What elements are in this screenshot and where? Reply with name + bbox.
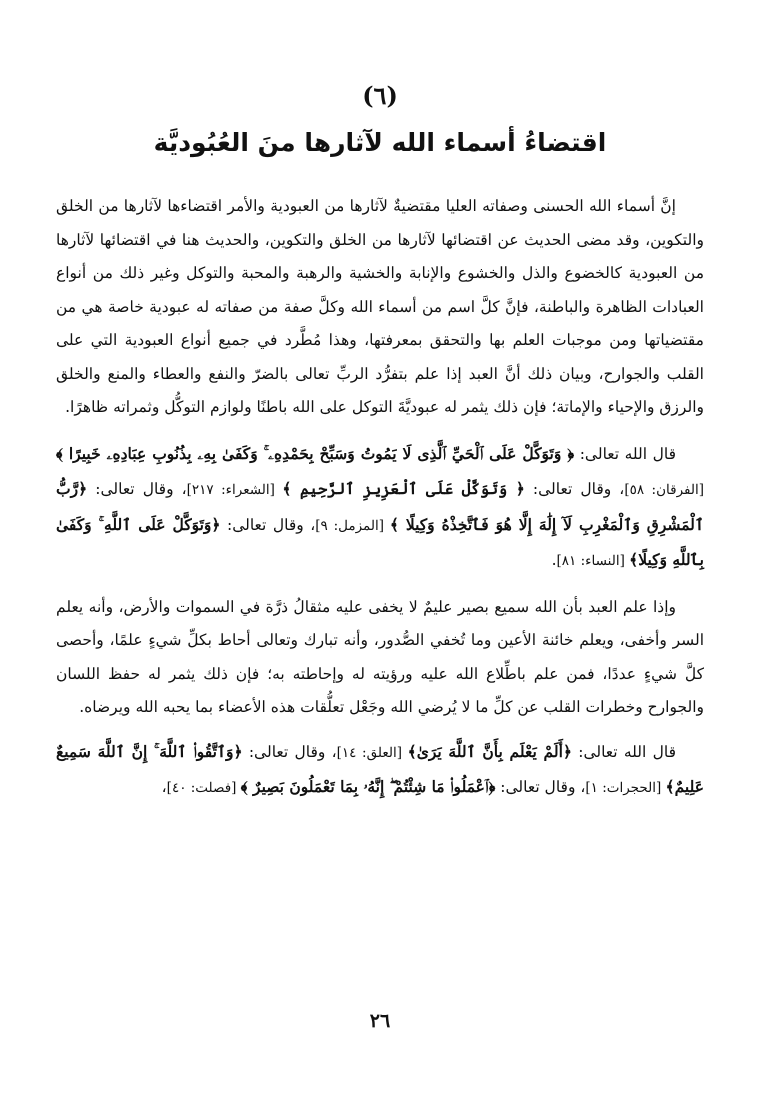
verse-separator: ، وقال تعالى:: [524, 480, 625, 498]
verses-block-1: [56, 437, 704, 579]
verse-end: .: [551, 551, 557, 569]
chapter-title: اقتضاءُ أسماء الله لآثارها منَ العُبُوديَّة: [153, 128, 607, 157]
book-page: [56, 78, 704, 1078]
verse-reference: [العلق: ١٤]: [336, 744, 408, 761]
verse-separator: ، وقال تعالى:: [495, 778, 586, 796]
quran-verse: ﴿أَلَمْ يَعْلَم بِأَنَّ ٱللَّهَ يَرَىٰ﴾: [407, 741, 572, 761]
verse-intro: قال الله تعالى:: [574, 444, 676, 463]
verse-separator: ، وقال تعالى:: [87, 480, 187, 498]
page-number: ٢٦: [369, 1010, 391, 1032]
quran-verse: ﴿ٱعْمَلُوا۟ مَا شِئْتُمْ ۖ إِنَّهُۥ بِمَا تَعْمَلُونَ بَصِيرٌ ﴾: [240, 777, 496, 796]
verse-separator: ، وقال تعالى:: [220, 515, 316, 534]
verse-reference: [المزمل: ٩]: [315, 517, 390, 534]
paragraph-1: إنَّ أسماء الله الحسنى وصفاته العليا مقتضيةٌ لآثارها من العبودية والأمر اقتضاءها لآثارها من الخلق والتكوين، وقد مضى الحديث عن اقتضائها لآثارها من الخلق والتكوين، والحديث هنا في اقتضائها لآثارها من العبودية كالخضوع والذل والخشوع والإنابة والخشية والرهبة والمحبة والتوكل وغير ذلك من أنواع العبادات الظاهرة والباطنة، فإنَّ كلَّ اسم من أسماء الله وكلَّ صفة من صفاته له عبودية خاصة هي من مقتضياتها ومن موجبات العلم بها والتحقق بمعرفتها، وهذا مُطَّرد في جميع أنواع العبودية التي على القلب والجوارح، وبيان ذلك أنَّ العبد إذا علم بتفرُّد الربِّ تعالى بالضرّ والنفع والعطاء والمنع والخلق والرزق والإحياء والإماتة؛ فإن ذلك يثمر له عبوديَّةَ التوكل على الله باطنًا ولوازم التوكُّل وثمراته ظاهرًا.: [56, 197, 704, 416]
quran-verse: ﴿ وَتَوَكَّلْ عَلَى ٱلْحَيِّ ٱلَّذِى لَا يَمُوتُ وَسَبِّحْ بِحَمْدِهِۦ ۚ وَكَفَىٰ بِهِۦ بِذُنُوبِ عِبَادِهِۦ خَبِيرًا ﴾: [56, 443, 575, 463]
verse-separator: ، وقال تعالى:: [242, 742, 337, 761]
quran-verse: ﴿وَٱتَّقُوا۟ ٱللَّهَ ۚ إِنَّ ٱللَّهَ سَمِيعٌ عَلِيمٌ﴾: [56, 741, 704, 796]
verse-intro: قال الله تعالى:: [571, 742, 676, 761]
verse-reference: [الحجرات: ١]: [585, 780, 666, 796]
verse-end: ،: [161, 778, 167, 796]
verse-reference: [النساء: ٨١]: [556, 553, 630, 569]
quran-verse: ﴿رَّبُّ ٱلْمَشْرِقِ وَٱلْمَغْرِبِ لَآ إِلَٰهَ إِلَّا هُوَ فَٱتَّخِذْهُ وَكِيلًا ﴾: [56, 479, 704, 534]
verse-reference: [فصلت: ٤٠]: [166, 780, 241, 796]
verse-reference: [الفرقان: ٥٨]: [624, 482, 704, 498]
verse-reference: [الشعراء: ٢١٧]: [186, 482, 283, 498]
chapter-number: (٦): [362, 81, 398, 110]
quran-verse: ﴿وَتَوَكَّلْ عَلَى ٱللَّهِ ۚ وَكَفَىٰ بِٱللَّهِ وَكِيلًا﴾: [56, 514, 704, 569]
quran-verse: ﴿ وَتَوَكَّلْ عَلَى ٱلْعَزِيزِ ٱلرَّحِيمِ ﴾: [282, 479, 525, 498]
verses-block-2: [56, 735, 704, 806]
paragraph-2: وإذا علم العبد بأن الله سميع بصير عليمٌ لا يخفى عليه مثقالُ ذرَّة في السموات والأرض، وأنه يعلم السر وأخفى، ويعلم خائنة الأعين وما تُخفي الصُّدور، وأنه تبارك وتعالى أحاط بكلِّ شيءٍ علمًا، وأحصى كلَّ شيءٍ عددًا، فمن علم باطِّلاع الله عليه ورؤيته له وإحاطته به؛ فإن ذلك يثمر له حفظ اللسان والجوارح وخطرات القلب عن كلِّ ما لا يُرضي الله وجَعْل تعلُّقات هذه الأعضاء بما يحبه الله ويرضاه.: [56, 597, 704, 716]
